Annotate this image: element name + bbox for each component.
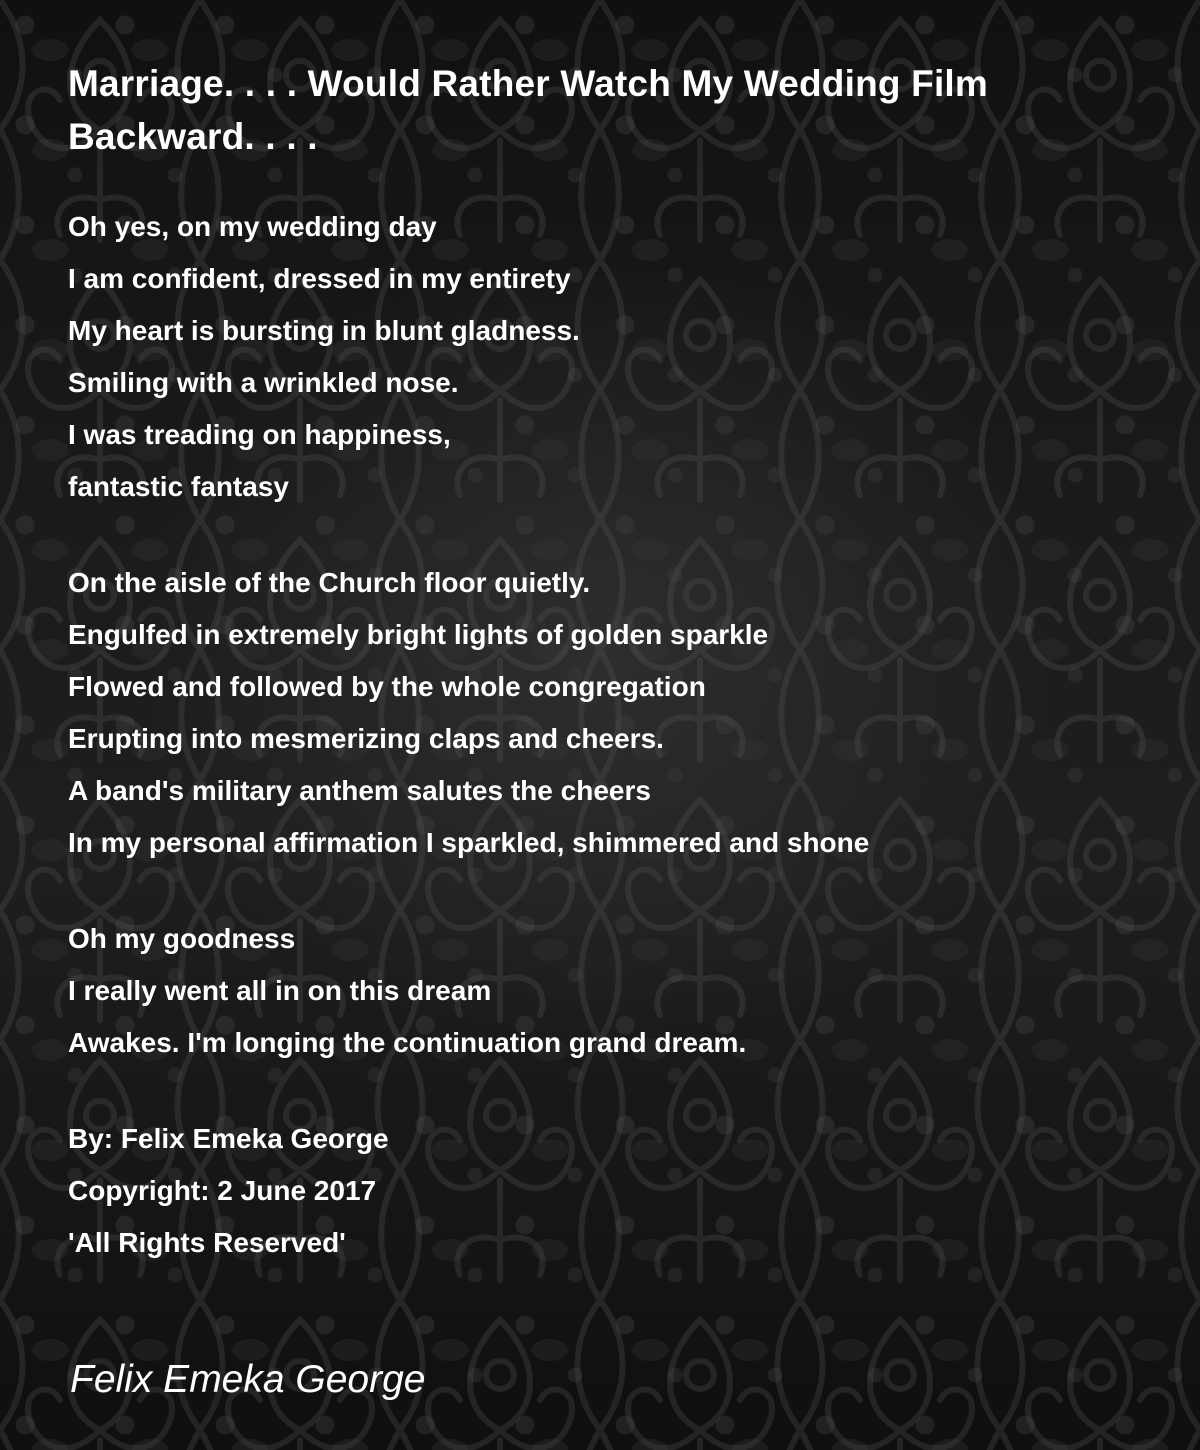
poem-title: Marriage. . . . Would Rather Watch My Wedding Film Backward. . . . — [68, 63, 989, 157]
poem-line: Awakes. I'm longing the continuation grand dream. — [68, 1027, 747, 1058]
poem-line: A band's military anthem salutes the cheers — [68, 775, 651, 806]
author-signature: Felix Emeka George — [70, 1358, 426, 1401]
poem-stanza-3 — [68, 913, 1148, 1069]
poem-author-credit: By: Felix Emeka George — [68, 1123, 389, 1154]
poem-card — [68, 57, 1148, 1269]
poem-stanza-2 — [68, 557, 1148, 869]
poem-rights-notice: 'All Rights Reserved' — [68, 1227, 346, 1258]
poem-credits — [68, 1113, 1148, 1269]
poem-line: Oh yes, on my wedding day — [68, 211, 437, 242]
poem-stanza-1 — [68, 201, 1148, 513]
poem-line: I really went all in on this dream — [68, 975, 492, 1006]
poem-line: On the aisle of the Church floor quietly. — [68, 567, 591, 598]
poem-line: I am confident, dressed in my entirety — [68, 263, 571, 294]
poem-line: Flowed and followed by the whole congregation — [68, 671, 706, 702]
poem-line: Engulfed in extremely bright lights of golden sparkle — [68, 619, 769, 650]
poem-line: Smiling with a wrinkled nose. — [68, 367, 459, 398]
poem-copyright: Copyright: 2 June 2017 — [68, 1175, 377, 1206]
poem-line: My heart is bursting in blunt gladness. — [68, 315, 580, 346]
poem-line: Oh my goodness — [68, 923, 296, 954]
poem-line: fantastic fantasy — [68, 471, 289, 502]
poem-line: I was treading on happiness, — [68, 419, 451, 450]
poem-line: Erupting into mesmerizing claps and cheers. — [68, 723, 664, 754]
poem-line: In my personal affirmation I sparkled, shimmered and shone — [68, 827, 870, 858]
